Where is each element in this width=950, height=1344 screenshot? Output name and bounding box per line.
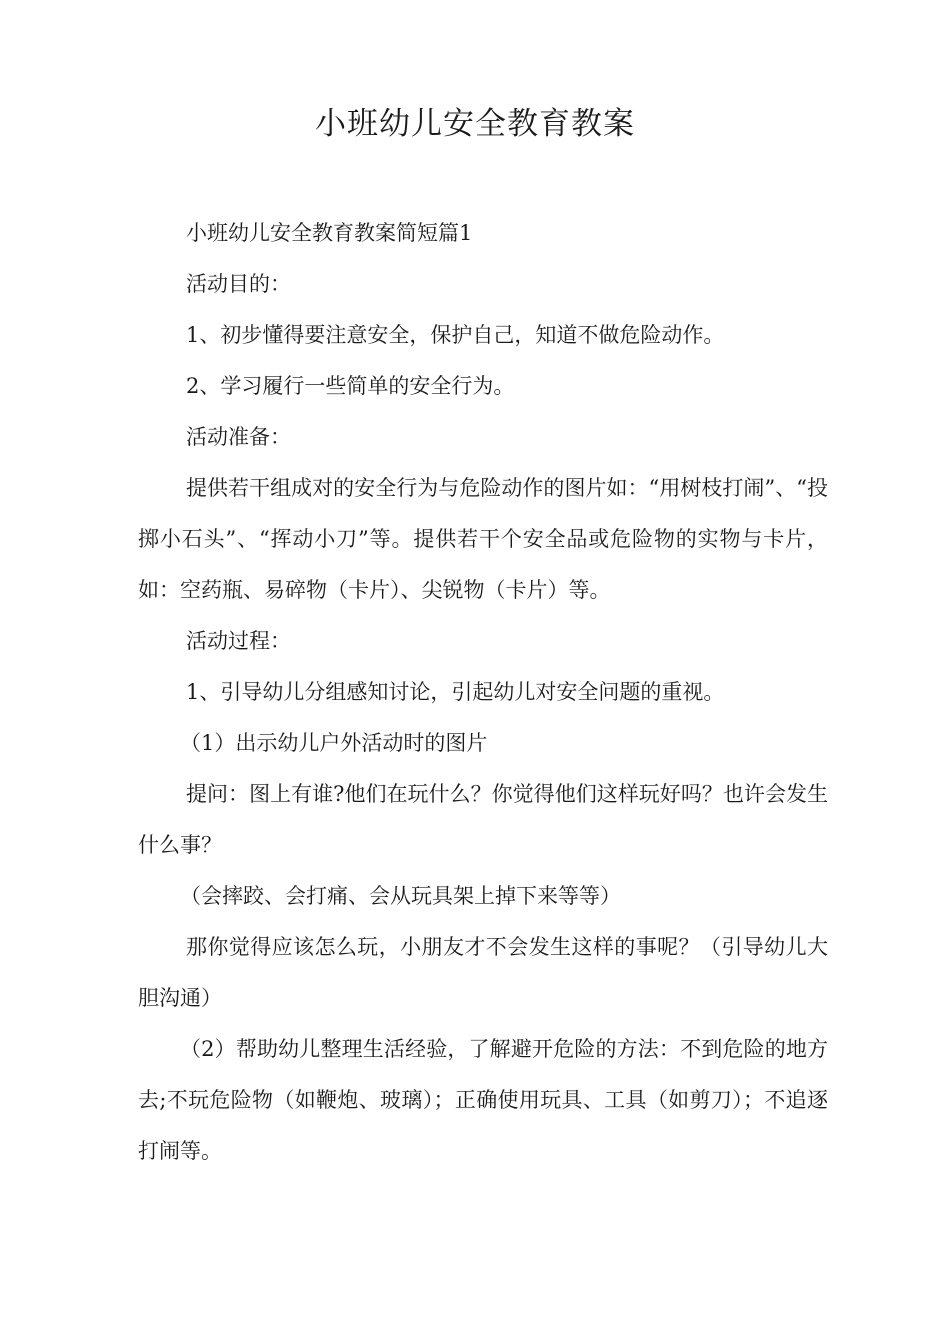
process-step-1: 1、引导幼儿分组感知讨论，引起幼儿对安全问题的重视。 xyxy=(186,680,725,704)
process-substep-2: （2）帮助幼儿整理生活经验，了解避开危险的方法：不到危险的地方去;不玩危险物（如鞭炮、玻璃）；正确使用玩具、工具（如剪刀）；不追逐打闹等。 xyxy=(138,1037,828,1163)
subheading-activity-preparation: 活动准备： xyxy=(186,425,291,449)
section-heading: 小班幼儿安全教育教案简短篇1 xyxy=(186,221,473,245)
preparation-paragraph: 提供若干组成对的安全行为与危险动作的图片如：“用树枝打闹”、“投掷小石头”、“挥动小刀”等。提供若干个安全品或危险物的实物与卡片，如：空药瓶、易碎物（卡片）、尖锐物（卡片）等。 xyxy=(138,476,828,602)
process-substep-1: （1）出示幼儿户外活动时的图片 xyxy=(180,731,488,755)
subheading-activity-process: 活动过程： xyxy=(186,629,291,653)
subheading-activity-goal: 活动目的： xyxy=(186,272,291,296)
goal-item-2: 2、学习履行一些简单的安全行为。 xyxy=(186,374,515,398)
goal-item-1: 1、初步懂得要注意安全，保护自己，知道不做危险动作。 xyxy=(186,323,725,347)
answer-paragraph: （会摔跤、会打痛、会从玩具架上掉下来等等） xyxy=(180,884,621,908)
document-title: 小班幼儿安全教育教案 xyxy=(315,106,635,142)
document-body xyxy=(138,208,828,1177)
followup-question-paragraph: 那你觉得应该怎么玩，小朋友才不会发生这样的事呢？（引导幼儿大胆沟通） xyxy=(138,935,828,1010)
question-paragraph: 提问：图上有谁?他们在玩什么？你觉得他们这样玩好吗？也许会发生什么事？ xyxy=(138,782,828,857)
